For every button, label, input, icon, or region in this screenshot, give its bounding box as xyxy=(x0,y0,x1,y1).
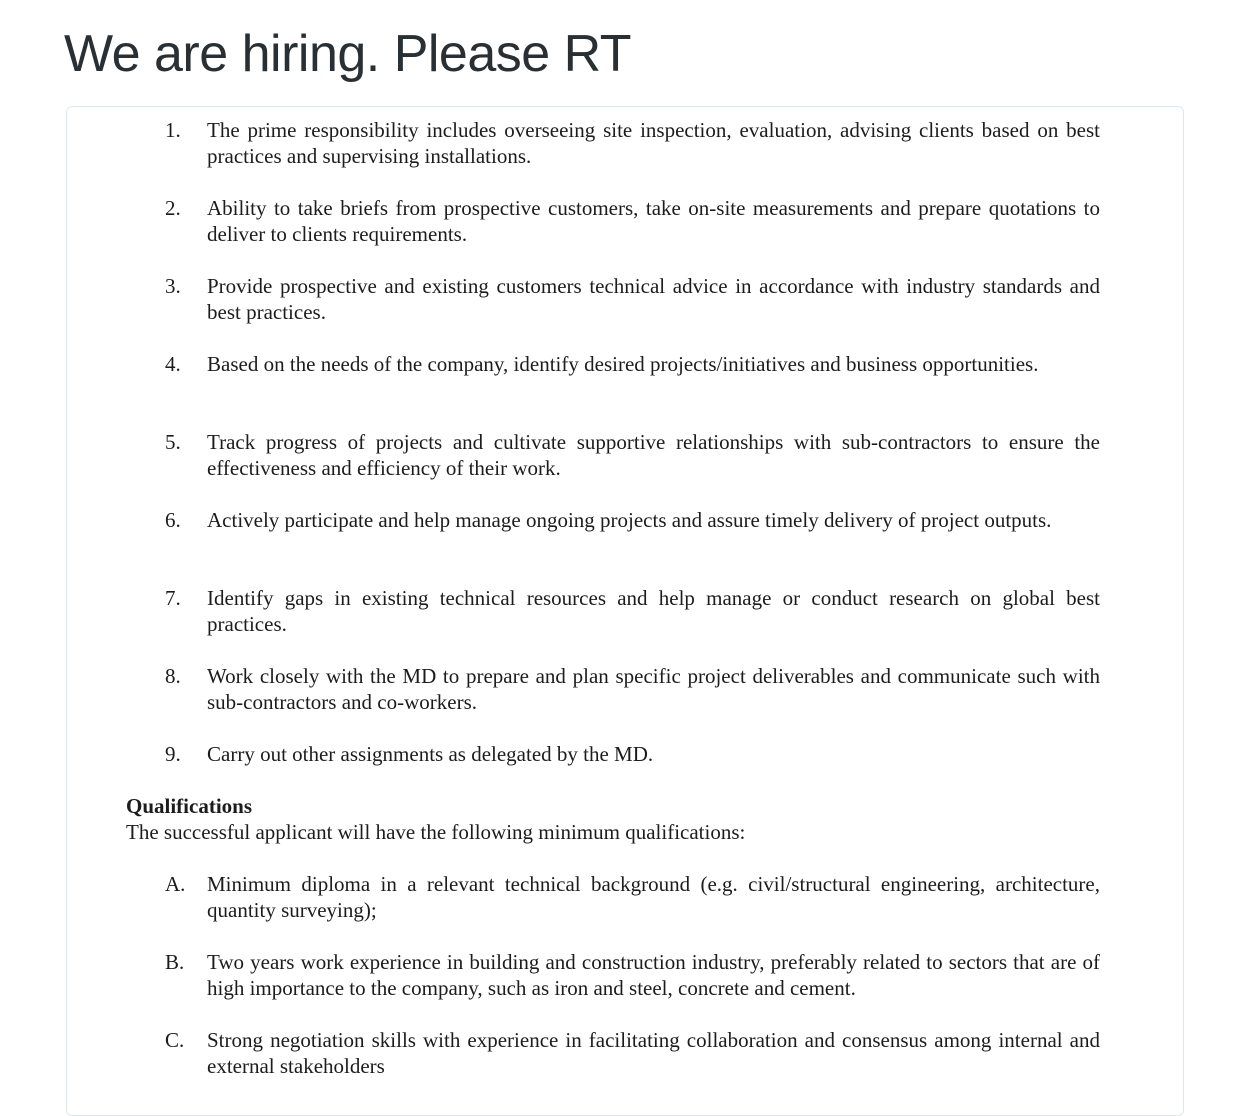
item-text: Work closely with the MD to prepare and plan specific project deliverables and communicate such with sub-contractors and co-workers. xyxy=(207,664,1100,714)
qualifications-heading: Qualifications xyxy=(126,794,253,818)
item-letter: B. xyxy=(165,950,185,974)
item-text: Based on the needs of the company, identify desired projects/initiatives and business opportunities. xyxy=(207,352,1039,376)
item-text: Provide prospective and existing customers technical advice in accordance with industry standards and best practices. xyxy=(207,274,1100,324)
item-text: The prime responsibility includes overseeing site inspection, evaluation, advising clients based on best practices and supervising installations. xyxy=(207,118,1100,168)
item-number: 7. xyxy=(165,586,181,610)
qualifications-intro: The successful applicant will have the following minimum qualifications: xyxy=(126,820,746,844)
item-text: Minimum diploma in a relevant technical background (e.g. civil/structural engineering, architecture, quantity surveying); xyxy=(207,872,1100,922)
item-text: Actively participate and help manage ongoing projects and assure timely delivery of project outputs. xyxy=(207,508,1052,532)
item-number: 8. xyxy=(165,664,181,688)
item-number: 1. xyxy=(165,118,181,142)
item-text: Track progress of projects and cultivate supportive relationships with sub-contractors to ensure the effectiveness and efficiency of their work. xyxy=(207,430,1100,480)
item-text: Carry out other assignments as delegated by the MD. xyxy=(207,742,654,766)
item-number: 9. xyxy=(165,742,181,766)
item-text: Identify gaps in existing technical resources and help manage or conduct research on global best practices. xyxy=(207,586,1100,636)
tweet-media-image[interactable] xyxy=(66,106,1184,1116)
item-number: 2. xyxy=(165,196,181,220)
item-number: 3. xyxy=(165,274,181,298)
item-text: Ability to take briefs from prospective customers, take on-site measurements and prepare quotations to deliver to clients requirements. xyxy=(207,196,1100,246)
item-number: 5. xyxy=(165,430,181,454)
item-letter: C. xyxy=(165,1028,185,1052)
item-number: 6. xyxy=(165,508,181,532)
job-description-document xyxy=(67,107,1183,1115)
item-letter: A. xyxy=(165,872,186,896)
item-text: Strong negotiation skills with experience in facilitating collaboration and consensus among internal and external stakeholders xyxy=(207,1028,1100,1078)
item-number: 4. xyxy=(165,352,181,376)
tweet-text: We are hiring. Please RT xyxy=(64,25,632,83)
item-text: Two years work experience in building and construction industry, preferably related to sectors that are of high importance to the company, such as iron and steel, concrete and cement. xyxy=(207,950,1100,1000)
